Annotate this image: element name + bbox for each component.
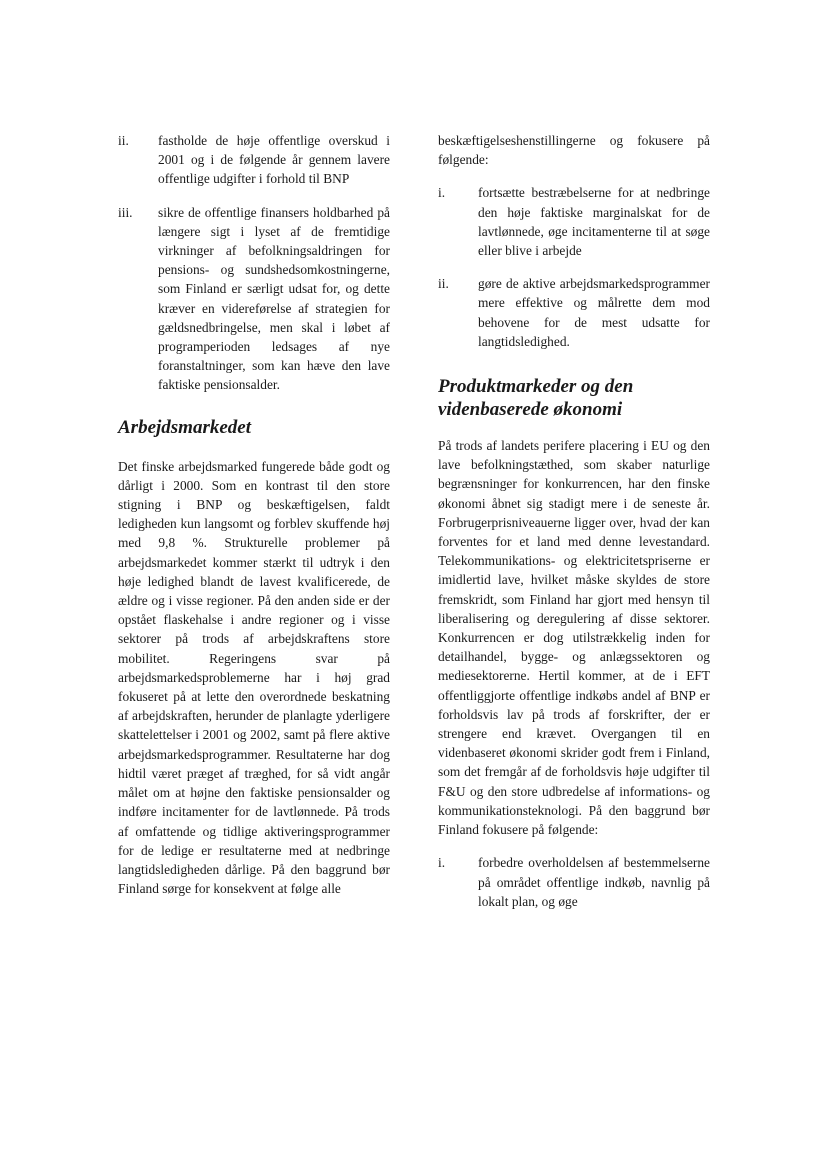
- list-item-number: iii.: [118, 204, 133, 220]
- list-item-text: gøre de aktive arbejdsmarkedsprogrammer mere effektive og målrette dem mod behovene for de mest udsatte for langtidsledighed.: [478, 276, 710, 349]
- list-item-text: fastholde de høje offentlige overskud i 2001 og i de følgende år gennem lavere offentlige udgifter i forhold til BNP: [158, 133, 390, 187]
- list-item-number: i.: [438, 855, 446, 871]
- list-item: [438, 274, 710, 351]
- list-item-text: fortsætte bestræbelserne for at nedbringe den høje faktiske marginalskat for de lavtlønnede, øge incitamenterne til at søge eller blive i arbejde: [478, 185, 710, 259]
- list-item-text: forbedre overholdelsen af bestemmelserne på området offentlige indkøb, navnlig på lokalt plan, og øge: [478, 855, 710, 909]
- list-item-number: ii.: [118, 133, 129, 148]
- list-item: [118, 203, 390, 395]
- body-paragraph: På trods af landets perifere placering i EU og den lave befolkningstæthed, som skaber naturlige begrænsninger for konkurrencen, har den finske økonomi åbnet sig stadigt mere i de seneste år. Forbrugerprisniveauerne ligger over, hvad der kan forventes for et land med denne levestandard. Telekommunikations- og elektricitetspriserne er imidlertid lave, hvilket måske skyldes de store fremskridt, som Finland har gjort med hensyn til liberalisering og deregulering af disse sektorer. Konkurrencen er dog utilstrækkelig inden for detailhandel, bygge- og anlægssektoren og mediesektorerne. Hertil kommer, at de i EFT offentliggjorte offentlige indkøbs andel af BNP er forholdsvis lav på trods af forskrifter, der er strengere end krævet. Overgangen til en videnbaseret økonomi skrider godt frem i Finland, som det fremgår af de forholdsvis høje udgifter til F&U og den store udbredelse af informations- og kommunikationsteknologi. På den baggrund bør Finland fokusere på følgende:: [438, 438, 710, 838]
- list-item-number: i.: [438, 185, 446, 201]
- body-paragraph: Det finske arbejdsmarked fungerede både godt og dårligt i 2000. Som en kontrast til den store stigning i BNP og beskæftigelsen, faldt ledigheden kun langsomt og forblev skuffende høj med 9,8 %. Strukturelle problemer på arbejdsmarkedet kommer stærkt til udtryk i den høje ledighed blandt de lavest kvalificerede, de ældre og i visse regioner. På den anden side er der opstået flaskehalse i andre regioner og i visse sektorer på trods af arbejdskraftens store mobilitet. Regeringens svar på arbejdsmarkedsproblemerne har i høj grad fokuseret på at lette den overordnede beskatning af arbejdskraften, herunder de planlagte yderligere skattelettelser i 2001 og 2002, samt på flere aktive arbejdsmarkedsprogrammer. Resultaterne har dog hidtil været præget af træghed, for så vidt angår målet om at højne den faktiske pensionsalder og indføre incitamenter for de lavtlønnede. På trods af omfattende og tidlige aktiveringsprogrammer for de ledige er resultaterne med at nedbringe langtidsledigheden dårlige. På den baggrund bør Finland sørge for konsekvent at følge alle: [118, 458, 390, 897]
- intro-paragraph: beskæftigelseshenstillingerne og fokusere på følgende:: [438, 133, 710, 168]
- section-heading: Produktmarkeder og den videnbaserede økonomi: [438, 376, 634, 421]
- right-column: [438, 131, 710, 911]
- list-item: [438, 853, 710, 911]
- list-item: [118, 131, 390, 189]
- section-heading: Arbejdsmarkedet: [118, 416, 251, 438]
- list-item-text: sikre de offentlige finansers holdbarhed på længere sigt i lyset af de fremtidige virkninger af befolkningsaldringen for pensions- og sundshedsomkostningerne, som Finland er særligt udsat for, og dette kræver en videreførelse af strategien for gældsnedbringelse, men skal i løbet af programperioden ledsages af nye foranstaltninger, som kan hæve den lave faktiske pensionsalder.: [158, 204, 390, 393]
- list-item: [438, 183, 710, 260]
- list-item-number: ii.: [438, 276, 449, 292]
- left-column: [118, 131, 390, 898]
